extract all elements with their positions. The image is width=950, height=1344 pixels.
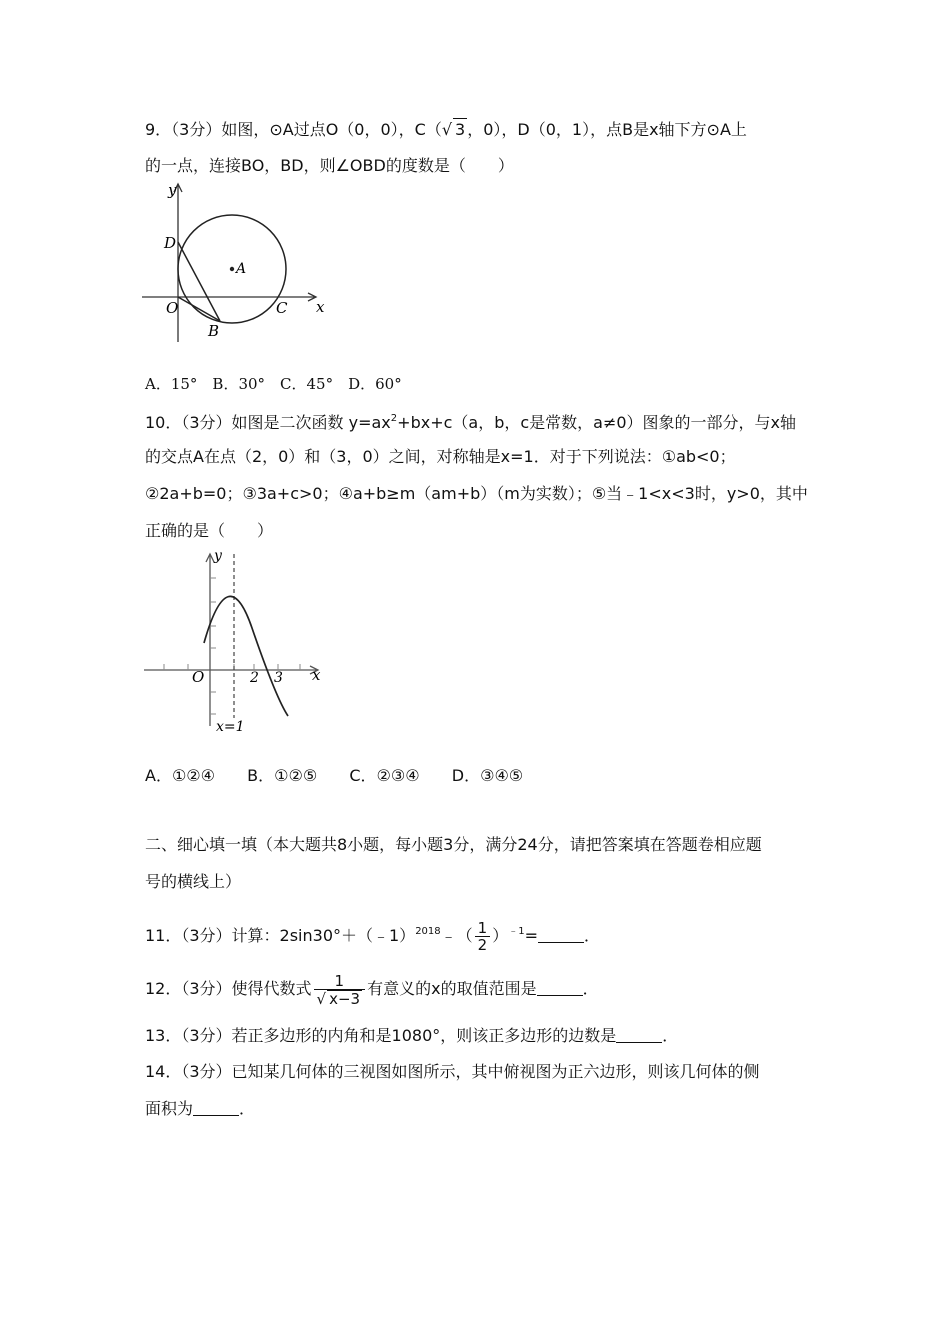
label-y: y xyxy=(168,181,177,199)
q11-exponent-2: ﹣1 xyxy=(508,926,525,937)
q14-stem-line2 xyxy=(145,1098,255,1120)
q12-suffix: 有意义的x的取值范围是 xyxy=(367,979,537,998)
sqrt-symbol: √ xyxy=(441,120,453,139)
y-ticks xyxy=(210,578,216,714)
label-b: B xyxy=(208,322,220,340)
q12-fraction xyxy=(314,973,366,1007)
q9-stem-line2: 的一点，连接BO，BD，则∠OBD的度数是（ ） xyxy=(145,156,514,175)
q11-prefix: 11．（3分）计算：2sin30°＋（﹣1） xyxy=(145,926,416,945)
q10-option-d: D．③④⑤ xyxy=(451,766,524,785)
q10-superscript: 2 xyxy=(390,413,398,424)
q10-stem-line2: 的交点A在点（2，0）和（3，0）之间，对称轴是x=1．对于下列说法：①ab<0； xyxy=(145,447,736,466)
label-o: O xyxy=(166,299,179,317)
q11-close: ） xyxy=(492,926,509,945)
q12-answer-blank[interactable] xyxy=(537,979,583,996)
label-y: y xyxy=(214,548,222,564)
label-a: A xyxy=(236,261,247,277)
label-tick-3: 3 xyxy=(274,670,283,686)
q12-radicand: x−3 xyxy=(329,989,361,1008)
q11-mid: ﹣（ xyxy=(440,926,473,945)
label-o: O xyxy=(192,668,205,686)
section2-heading-line1: 二、细心填一填（本大题共8小题，每小题3分，满分24分，请把答案填在答题卷相应题 xyxy=(145,835,762,854)
q13-answer-blank[interactable] xyxy=(616,1026,662,1043)
q14-answer-blank[interactable] xyxy=(193,1099,239,1116)
q10-option-c: C．②③④ xyxy=(349,766,420,785)
q11-frac-num: 1 xyxy=(477,919,488,937)
label-d: D xyxy=(164,234,177,252)
q14-stem-line1: 14．（3分）已知某几何体的三视图如图所示，其中俯视图为正六边形，则该几何体的侧 xyxy=(145,1062,760,1081)
q9-text-a: 9．（3分）如图，⊙A过点O（0，0），C（ xyxy=(145,120,442,139)
q10-option-a: A．①②④ xyxy=(145,766,215,785)
q10-option-b: B．①②⑤ xyxy=(247,766,318,785)
q12-frac-num: 1 xyxy=(334,971,345,990)
q11 xyxy=(145,912,600,956)
q13 xyxy=(145,1025,678,1047)
center-dot xyxy=(230,267,234,271)
q12-frac-den: √ x−3 xyxy=(314,989,366,1007)
q10-parabola-figure xyxy=(140,548,330,734)
q9-text-b: ，0），D（0，1），点B是x轴下方⊙A上 xyxy=(467,120,747,139)
q10-text-b: +bx+c（a，b，c是常数，a≠0）图象的一部分，与x轴 xyxy=(397,413,797,432)
parabola-curve xyxy=(204,596,288,716)
q9-circle-figure xyxy=(140,180,330,345)
q10-options xyxy=(145,765,523,787)
q14-end: ． xyxy=(239,1099,256,1118)
label-tick-2: 2 xyxy=(250,670,259,686)
label-x: x xyxy=(312,666,321,684)
q10-stem-line3: ②2a+b=0；③3a+c>0；④a+b≥m（am+b）（m为实数）；⑤当﹣1<x<3时，y>0，其中 xyxy=(145,484,808,503)
q13-text: 13．（3分）若正多边形的内角和是1080°，则该正多边形的边数是 xyxy=(145,1026,617,1045)
label-c: C xyxy=(276,299,288,317)
q10-stem-line4: 正确的是（ ） xyxy=(145,521,274,540)
q9-sqrt-value: 3 xyxy=(455,120,466,139)
q11-answer-blank[interactable] xyxy=(538,926,584,943)
q9-stem-line1 xyxy=(145,118,747,141)
q12 xyxy=(145,969,599,1009)
q12-prefix: 12．（3分）使得代数式 xyxy=(145,979,312,998)
label-x: x xyxy=(316,298,325,316)
q11-frac-den: 2 xyxy=(475,936,491,953)
q11-equals: = xyxy=(524,926,538,945)
q13-end: ． xyxy=(662,1026,679,1045)
q9-options: A．15° B．30° C．45° D．60° xyxy=(145,375,402,393)
section2-heading-line2: 号的横线上） xyxy=(145,872,242,891)
q12-end: ． xyxy=(582,979,599,998)
q14-text: 面积为 xyxy=(145,1099,194,1118)
q11-exponent-1: 2018 xyxy=(415,926,441,937)
q11-fraction xyxy=(475,920,491,953)
q10-text-a: 10．（3分）如图是二次函数 y=ax xyxy=(145,413,391,432)
q10-stem-line1 xyxy=(145,408,796,434)
label-axis: x=1 xyxy=(216,719,245,734)
q11-end: ． xyxy=(584,926,601,945)
